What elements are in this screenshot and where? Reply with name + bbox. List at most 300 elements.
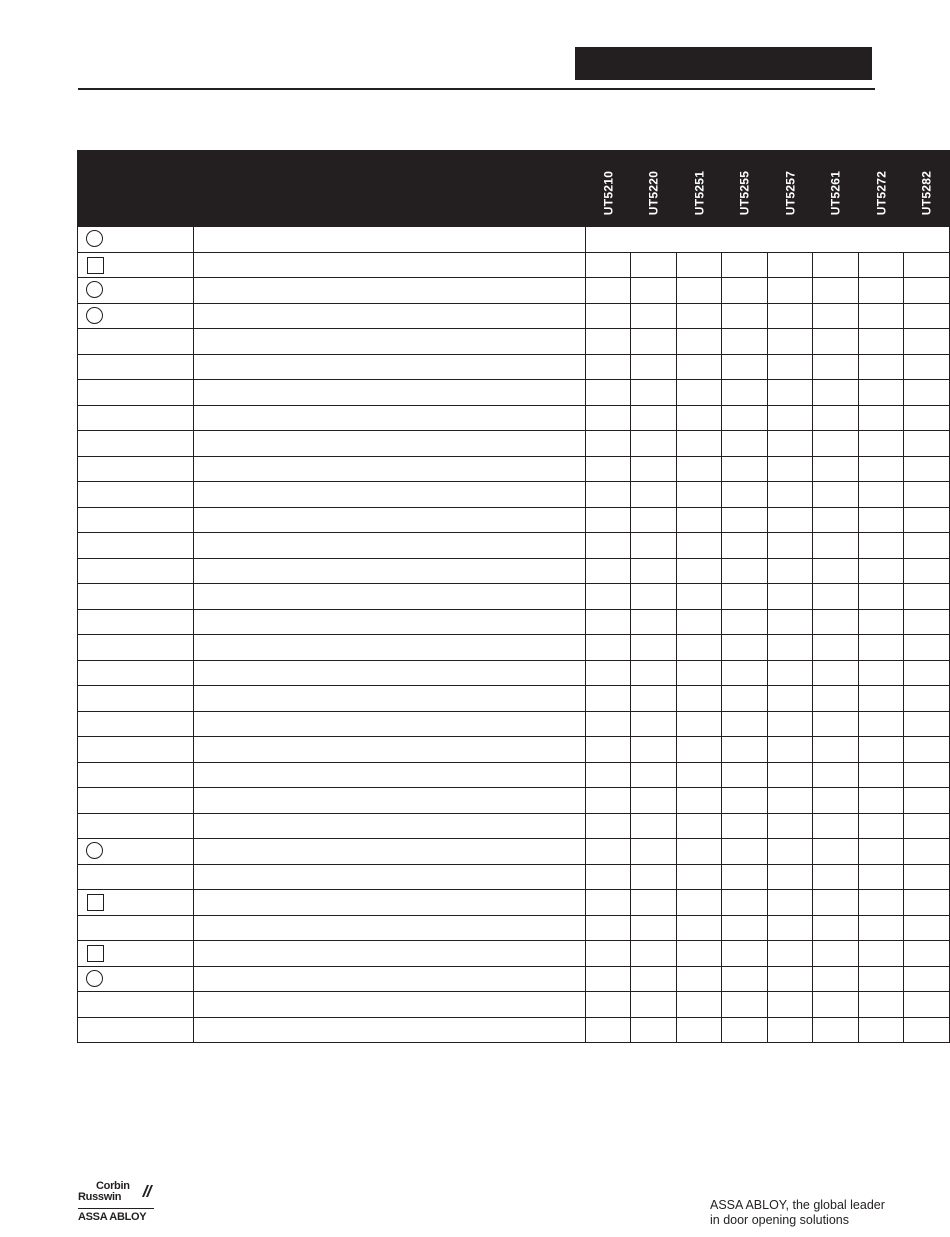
row-model-cell [858, 966, 904, 992]
row-model-cell [631, 507, 677, 533]
model-header [631, 151, 677, 227]
row-model-cell [813, 966, 859, 992]
row-model-cell [813, 711, 859, 737]
row-model-cell [631, 686, 677, 712]
logo-text-corbin: Corbin [96, 1180, 130, 1192]
row-model-cell [676, 609, 722, 635]
model-header [767, 151, 813, 227]
row-description-cell [193, 839, 585, 865]
row-model-cell [813, 737, 859, 763]
row-model-cell [767, 966, 813, 992]
row-description-cell [193, 354, 585, 380]
row-mark-cell [78, 966, 194, 992]
square-callout-icon [87, 945, 104, 962]
row-description-cell [193, 329, 585, 355]
row-model-cell [813, 762, 859, 788]
row-model-cell [631, 890, 677, 916]
row-model-cell [767, 533, 813, 559]
row-model-cell [858, 839, 904, 865]
row-mark-cell [78, 507, 194, 533]
row-description-cell [193, 278, 585, 304]
row-model-cell [631, 303, 677, 329]
table-row [78, 966, 950, 992]
row-model-cell [904, 864, 950, 890]
model-header [676, 151, 722, 227]
row-model-cell [904, 482, 950, 508]
table-row [78, 609, 950, 635]
table-row [78, 1017, 950, 1043]
row-model-cell [631, 405, 677, 431]
row-description-cell [193, 303, 585, 329]
row-model-cell [676, 533, 722, 559]
row-model-cell [813, 380, 859, 406]
row-model-cell [676, 380, 722, 406]
row-model-cell [858, 303, 904, 329]
row-model-cell [676, 405, 722, 431]
row-model-cell [631, 1017, 677, 1043]
row-model-cell [904, 533, 950, 559]
row-description-cell [193, 252, 585, 278]
row-model-cell [767, 354, 813, 380]
row-model-cell [904, 456, 950, 482]
table-row [78, 405, 950, 431]
row-description-cell [193, 227, 585, 253]
row-model-cell [813, 890, 859, 916]
row-model-cell [585, 482, 631, 508]
row-model-cell [858, 533, 904, 559]
row-mark-cell [78, 839, 194, 865]
row-model-cell [858, 278, 904, 304]
row-model-cell [858, 788, 904, 814]
row-model-cell [585, 278, 631, 304]
row-mark-cell [78, 635, 194, 661]
parts-table [77, 150, 950, 1043]
row-model-cell [676, 660, 722, 686]
row-model-cell [676, 788, 722, 814]
row-model-cell [904, 890, 950, 916]
row-model-cell [585, 813, 631, 839]
row-model-cell [858, 686, 904, 712]
row-model-cell [585, 660, 631, 686]
row-mark-cell [78, 558, 194, 584]
row-model-cell [676, 941, 722, 967]
row-model-cell [722, 966, 768, 992]
table-row [78, 507, 950, 533]
row-model-cell [585, 966, 631, 992]
table-row [78, 813, 950, 839]
row-model-cell [585, 507, 631, 533]
model-header [904, 151, 950, 227]
row-description-cell [193, 431, 585, 457]
row-model-cell [585, 864, 631, 890]
model-label: UT5272 [874, 170, 889, 216]
circle-callout-icon [86, 230, 103, 247]
row-model-cell [722, 737, 768, 763]
row-model-cell [858, 609, 904, 635]
row-model-cell [904, 788, 950, 814]
table-header-row [78, 151, 950, 227]
row-model-cell [858, 737, 904, 763]
row-description-cell [193, 1017, 585, 1043]
row-model-cell [722, 507, 768, 533]
row-model-cell [813, 482, 859, 508]
row-model-cell [767, 431, 813, 457]
row-model-cell [904, 941, 950, 967]
row-model-cell [676, 737, 722, 763]
row-model-cell [631, 813, 677, 839]
row-model-cell [767, 813, 813, 839]
row-model-cell [722, 609, 768, 635]
row-model-cell [858, 711, 904, 737]
row-model-cell [722, 992, 768, 1018]
row-model-cell [631, 737, 677, 763]
row-model-cell [676, 584, 722, 610]
table-row [78, 941, 950, 967]
row-model-cell [767, 380, 813, 406]
row-model-cell [813, 405, 859, 431]
row-mark-cell [78, 711, 194, 737]
row-mark-cell [78, 788, 194, 814]
table-row [78, 482, 950, 508]
row-model-cell [676, 303, 722, 329]
table-row [78, 252, 950, 278]
row-model-cell [631, 635, 677, 661]
row-description-cell [193, 405, 585, 431]
row-mark-cell [78, 252, 194, 278]
row-model-cell [813, 609, 859, 635]
row-model-cell [904, 507, 950, 533]
square-callout-icon [87, 894, 104, 911]
row-model-cell [767, 915, 813, 941]
row-model-cell [767, 329, 813, 355]
row-description-cell [193, 380, 585, 406]
row-mark-cell [78, 278, 194, 304]
row-model-cell [585, 788, 631, 814]
row-model-cell [813, 533, 859, 559]
row-model-cell [676, 252, 722, 278]
row-model-cell [631, 941, 677, 967]
table-row [78, 686, 950, 712]
row-model-cell [813, 686, 859, 712]
row-description-cell [193, 890, 585, 916]
circle-callout-icon [86, 842, 103, 859]
circle-callout-icon [86, 281, 103, 298]
row-model-cell [858, 941, 904, 967]
row-model-cell [767, 303, 813, 329]
row-model-cell [631, 966, 677, 992]
table-row [78, 303, 950, 329]
table-row [78, 533, 950, 559]
row-model-cell [631, 864, 677, 890]
row-model-cell [631, 609, 677, 635]
row-model-cell [904, 558, 950, 584]
row-mark-cell [78, 380, 194, 406]
row-model-cell [904, 813, 950, 839]
row-model-cell [904, 1017, 950, 1043]
row-model-cell [585, 456, 631, 482]
row-model-cell [676, 762, 722, 788]
row-model-cell [767, 941, 813, 967]
row-model-cell [631, 558, 677, 584]
table-row [78, 278, 950, 304]
row-model-cell [858, 507, 904, 533]
row-model-cell [813, 252, 859, 278]
row-mark-cell [78, 1017, 194, 1043]
row-model-cell [858, 354, 904, 380]
corbin-russwin-logo [78, 1180, 158, 1226]
row-model-cell [722, 915, 768, 941]
row-model-cell [904, 711, 950, 737]
row-model-cell [722, 278, 768, 304]
tagline-line2: in door opening solutions [710, 1213, 849, 1227]
row-model-cell [585, 558, 631, 584]
row-model-cell [722, 788, 768, 814]
row-model-cell [904, 278, 950, 304]
row-model-cell [631, 992, 677, 1018]
row-description-cell [193, 915, 585, 941]
row-model-cell [904, 405, 950, 431]
row-mark-cell [78, 660, 194, 686]
table-row [78, 890, 950, 916]
row-model-cell [858, 864, 904, 890]
row-model-cell [631, 533, 677, 559]
row-model-cell [858, 915, 904, 941]
row-model-cell [676, 456, 722, 482]
row-model-cell [722, 558, 768, 584]
row-model-cell [767, 788, 813, 814]
row-model-cell [676, 507, 722, 533]
row-mark-cell [78, 584, 194, 610]
row-model-cell [767, 482, 813, 508]
row-model-cell [631, 252, 677, 278]
row-model-cell [585, 635, 631, 661]
row-model-cell [904, 584, 950, 610]
row-mark-cell [78, 609, 194, 635]
row-description-cell [193, 456, 585, 482]
row-description-cell [193, 813, 585, 839]
row-model-cell [676, 890, 722, 916]
row-description-cell [193, 482, 585, 508]
row-model-cell [722, 711, 768, 737]
circle-callout-icon [86, 307, 103, 324]
row-model-cell [767, 992, 813, 1018]
model-header [585, 151, 631, 227]
row-model-cell [585, 1017, 631, 1043]
row-model-cell [722, 762, 768, 788]
row-model-cell [767, 635, 813, 661]
row-model-cell [631, 915, 677, 941]
model-label: UT5255 [737, 170, 752, 216]
table-row [78, 431, 950, 457]
row-model-cell [722, 482, 768, 508]
row-model-cell [722, 303, 768, 329]
model-label: UT5220 [646, 170, 661, 216]
row-model-cell [813, 431, 859, 457]
row-model-cell [767, 711, 813, 737]
row-model-cell [813, 354, 859, 380]
row-model-cell [858, 252, 904, 278]
table-row [78, 864, 950, 890]
row-mark-cell [78, 737, 194, 763]
row-model-cell [813, 507, 859, 533]
row-model-cell [631, 354, 677, 380]
table-row [78, 380, 950, 406]
row-model-cell [676, 711, 722, 737]
row-model-cell [585, 584, 631, 610]
row-model-cell [722, 1017, 768, 1043]
row-model-cell [904, 686, 950, 712]
row-model-cell [676, 558, 722, 584]
row-model-cell [585, 303, 631, 329]
row-model-cell [631, 329, 677, 355]
row-model-cell [676, 431, 722, 457]
row-model-cell [813, 992, 859, 1018]
row-model-cell [858, 813, 904, 839]
row-description-cell [193, 584, 585, 610]
table-row [78, 635, 950, 661]
model-label: UT5261 [828, 170, 843, 216]
row-mark-cell [78, 431, 194, 457]
row-model-cell [631, 762, 677, 788]
table-row [78, 915, 950, 941]
table-body [78, 227, 950, 1043]
row-model-cell [676, 686, 722, 712]
row-model-cell [813, 839, 859, 865]
row-model-cell [858, 380, 904, 406]
row-model-cell [676, 1017, 722, 1043]
model-label: UT5257 [783, 170, 798, 216]
row-mark-cell [78, 890, 194, 916]
row-model-cell [585, 737, 631, 763]
row-model-cell [904, 839, 950, 865]
row-mark-cell [78, 686, 194, 712]
model-label: UT5210 [601, 170, 616, 216]
row-model-cell [813, 584, 859, 610]
row-model-cell [904, 737, 950, 763]
row-model-cell [858, 584, 904, 610]
row-model-cell [904, 966, 950, 992]
row-model-cell [858, 890, 904, 916]
row-model-cell [676, 482, 722, 508]
row-description-cell [193, 992, 585, 1018]
logo-stripes-icon [140, 1183, 154, 1197]
row-mark-cell [78, 354, 194, 380]
row-model-cell [904, 303, 950, 329]
table-row [78, 762, 950, 788]
table-row [78, 992, 950, 1018]
row-description-cell [193, 711, 585, 737]
row-model-cell [813, 788, 859, 814]
row-model-cell [767, 507, 813, 533]
table-row [78, 354, 950, 380]
row-model-cell [722, 635, 768, 661]
logo-divider [78, 1208, 154, 1209]
row-model-cell [722, 686, 768, 712]
row-model-cell [585, 431, 631, 457]
row-model-cell [722, 329, 768, 355]
row-model-cell [767, 405, 813, 431]
row-model-cell [585, 329, 631, 355]
row-mark-cell [78, 941, 194, 967]
row-model-cell [585, 762, 631, 788]
row-model-cell [904, 329, 950, 355]
row-model-cell [631, 660, 677, 686]
row-model-cell [904, 431, 950, 457]
row-mark-cell [78, 405, 194, 431]
row-model-cell [904, 380, 950, 406]
row-model-cell [858, 456, 904, 482]
logo-text-russwin: Russwin [78, 1191, 122, 1203]
row-model-cell [722, 813, 768, 839]
row-model-cell [767, 686, 813, 712]
row-model-cell [585, 839, 631, 865]
row-model-cell [676, 354, 722, 380]
row-model-cell [676, 278, 722, 304]
table-row [78, 737, 950, 763]
row-mark-cell [78, 533, 194, 559]
row-description-cell [193, 558, 585, 584]
row-model-cell [722, 405, 768, 431]
row-model-cell [585, 992, 631, 1018]
row-model-cell [631, 711, 677, 737]
row-model-cell [585, 533, 631, 559]
row-model-cell [722, 941, 768, 967]
row-model-cell [813, 456, 859, 482]
row-model-cell [631, 456, 677, 482]
logo-text-assa-abloy: ASSA ABLOY [78, 1211, 147, 1223]
row-model-cell [631, 584, 677, 610]
row-model-cell [585, 609, 631, 635]
row-model-cell [631, 839, 677, 865]
table-row [78, 227, 950, 253]
row-model-cell [631, 431, 677, 457]
row-model-cell [676, 992, 722, 1018]
row-model-cell [767, 278, 813, 304]
circle-callout-icon [86, 970, 103, 987]
row-model-cell [767, 890, 813, 916]
row-mark-cell [78, 303, 194, 329]
row-model-cell [904, 609, 950, 635]
table-row [78, 329, 950, 355]
row-model-cell [813, 864, 859, 890]
row-model-cell [767, 660, 813, 686]
row-model-cell [813, 915, 859, 941]
row-model-cell [585, 405, 631, 431]
table-row [78, 584, 950, 610]
row-model-cell [585, 686, 631, 712]
row-model-cell [767, 609, 813, 635]
model-header [813, 151, 859, 227]
row-model-cell [813, 813, 859, 839]
row-model-cell [722, 533, 768, 559]
row-model-cell [858, 992, 904, 1018]
row-model-cell [722, 456, 768, 482]
row-mark-cell [78, 482, 194, 508]
row-model-cell [767, 737, 813, 763]
row-model-cell [585, 890, 631, 916]
row-model-cell [813, 941, 859, 967]
row-model-cell [904, 915, 950, 941]
row-model-cell [767, 456, 813, 482]
row-model-cell [767, 584, 813, 610]
row-model-cell [631, 278, 677, 304]
model-label: UT5251 [692, 170, 707, 216]
row-mark-cell [78, 227, 194, 253]
table-row [78, 711, 950, 737]
row-mark-cell [78, 456, 194, 482]
row-model-cell [767, 762, 813, 788]
row-mark-cell [78, 762, 194, 788]
